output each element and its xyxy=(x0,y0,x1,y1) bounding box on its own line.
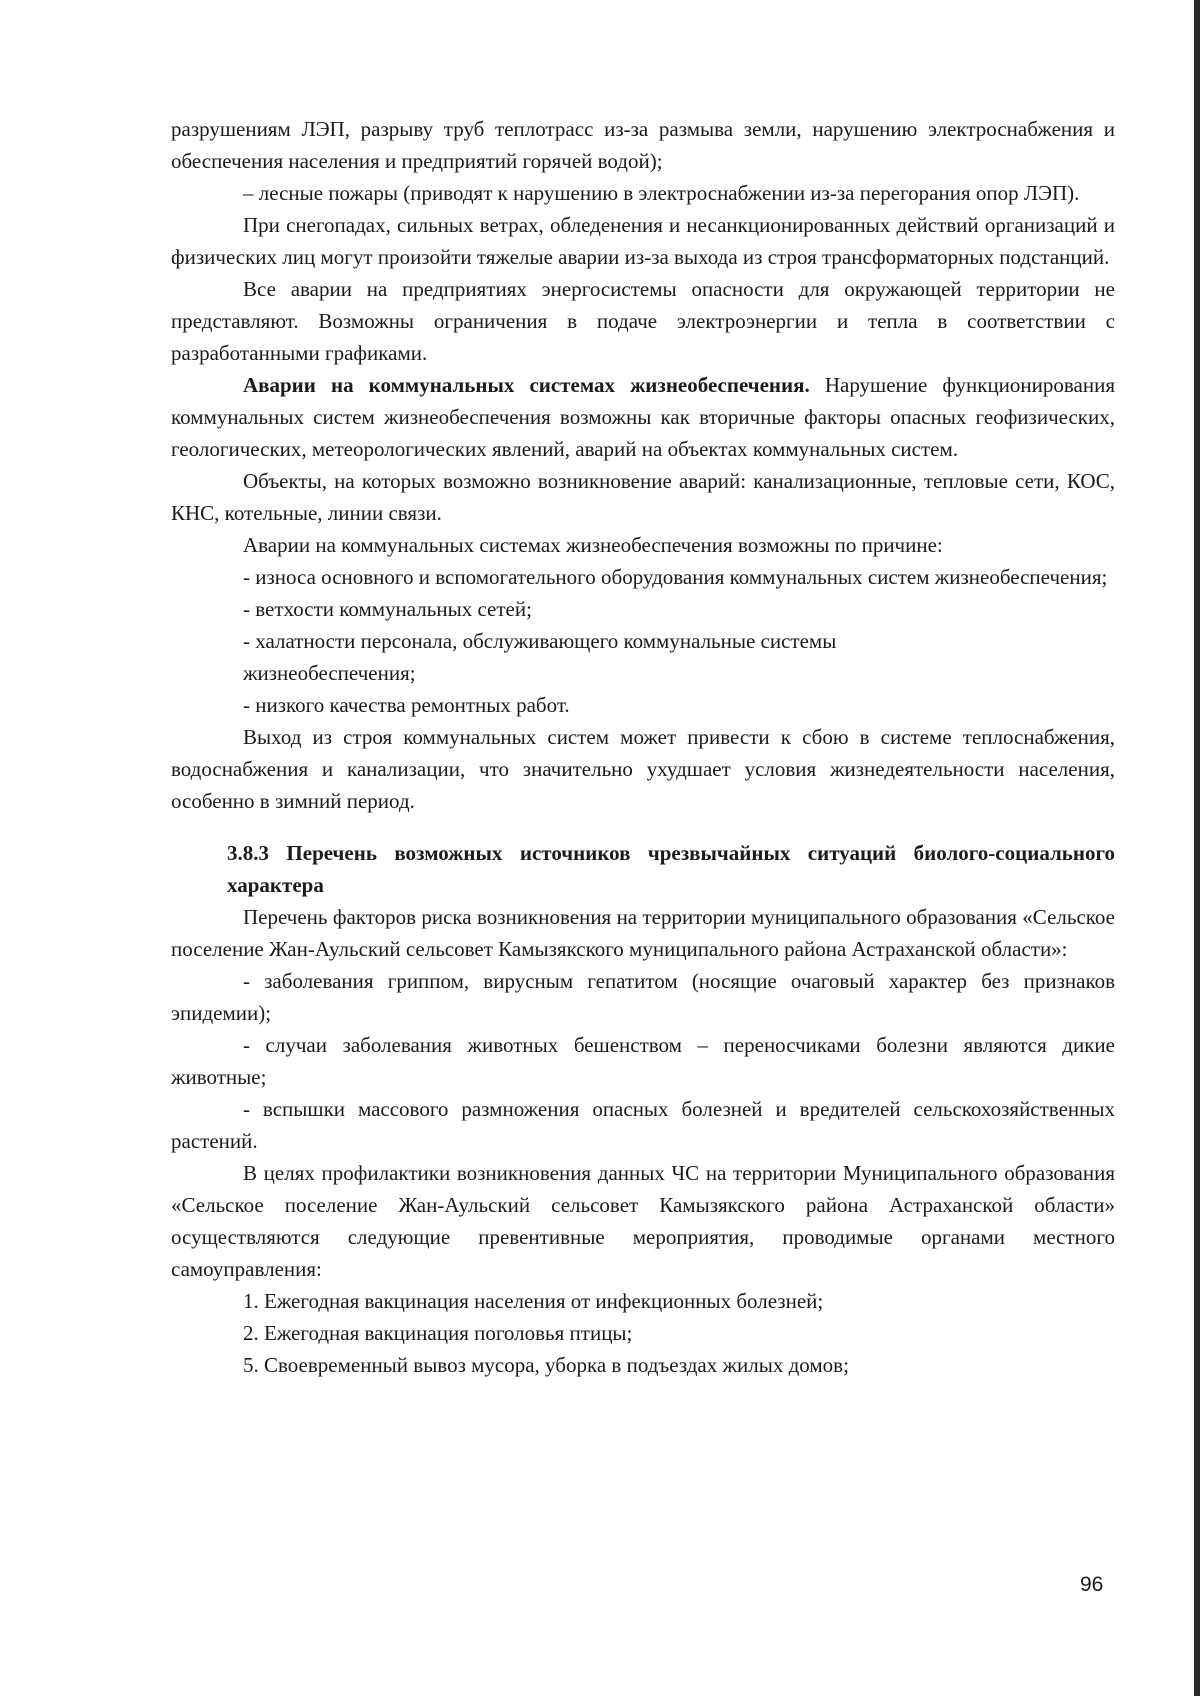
paragraph-forest-fires: – лесные пожары (приводят к нарушению в электроснабжении из-за перегорания опор ЛЭП). xyxy=(243,181,1080,205)
list-item-negligence: - халатности персонала, обслуживающего коммунальные системы xyxy=(243,629,837,653)
list-item-garbage: 5. Своевременный вывоз мусора, уборка в подъездах жилых домов; xyxy=(243,1353,849,1377)
paragraph-utility-accidents xyxy=(171,369,1115,465)
list-item-vaccination-poultry: 2. Ежегодная вакцинация поголовья птицы; xyxy=(243,1321,633,1345)
utility-accidents-title: Аварии на коммунальных системах жизнеобеспечения. xyxy=(243,373,810,397)
paragraph-1: разрушениям ЛЭП, разрыву труб теплотрасс из-за размыва земли, нарушению электроснабжения и обеспечения населения и предприятий горячей водой); xyxy=(171,117,1115,173)
list-item-vaccination-population: 1. Ежегодная вакцинация населения от инфекционных болезней; xyxy=(243,1289,824,1313)
list-item-rabies: - случаи заболевания животных бешенством – переносчиками болезни являются дикие животные; xyxy=(171,1033,1115,1089)
list-item-influenza: - заболевания гриппом, вирусным гепатитом (носящие очаговый характер без признаков эпидемии); xyxy=(171,969,1115,1025)
utility-accidents-text: Нарушение функционирования коммунальных систем жизнеобеспечения возможны как вторичные факторы опасных геофизических, геологических, метеорологических явлений, аварий на объектах коммунальных систем. xyxy=(171,373,1115,461)
page-right-edge xyxy=(1194,0,1200,1696)
document-page xyxy=(171,113,1115,1381)
paragraph-causes-intro: Аварии на коммунальных системах жизнеобеспечения возможны по причине: xyxy=(243,533,943,557)
list-item-dilapidation: - ветхости коммунальных сетей; xyxy=(243,597,532,621)
paragraph-energy-accidents: Все аварии на предприятиях энергосистемы опасности для окружающей территории не представляют. Возможны ограничения в подаче электроэнергии и тепла в соответствии с разработанными графиками. xyxy=(171,277,1115,365)
section-gap xyxy=(171,817,1115,837)
list-item-wear: - износа основного и вспомогательного оборудования коммунальных систем жизнеобеспечения; xyxy=(243,565,1108,589)
paragraph-failure-consequences: Выход из строя коммунальных систем может привести к сбою в системе теплоснабжения, водоснабжения и канализации, что значительно ухудшает условия жизнедеятельности населения, особенно в зимний период. xyxy=(171,725,1115,813)
page-number: 96 xyxy=(1080,1573,1104,1596)
paragraph-snowfall: При снегопадах, сильных ветрах, обледенения и несанкционированных действий организаций и физических лиц могут произойти тяжелые аварии из-за выхода из строя трансформаторных подстанций. xyxy=(171,213,1115,269)
list-item-repair-quality: - низкого качества ремонтных работ. xyxy=(243,693,570,717)
list-item-negligence-cont: жизнеобеспечения; xyxy=(243,661,416,685)
paragraph-objects: Объекты, на которых возможно возникновение аварий: канализационные, тепловые сети, КОС, КНС, котельные, линии связи. xyxy=(171,469,1115,525)
paragraph-risk-factors: Перечень факторов риска возникновения на территории муниципального образования «Сельское поселение Жан-Аульский сельсовет Камызякского муниципального района Астраханской области»: xyxy=(171,905,1115,961)
section-heading: 3.8.3 Перечень возможных источников чрезвычайных ситуаций биолого-социального характера xyxy=(227,841,1115,897)
paragraph-prevention: В целях профилактики возникновения данных ЧС на территории Муниципального образования «Сельское поселение Жан-Аульский сельсовет Камызякского района Астраханской области» осуществляются следующие превентивные мероприятия, проводимые органами местного самоуправления: xyxy=(171,1161,1115,1281)
list-item-pests: - вспышки массового размножения опасных болезней и вредителей сельскохозяйственных растений. xyxy=(171,1097,1115,1153)
